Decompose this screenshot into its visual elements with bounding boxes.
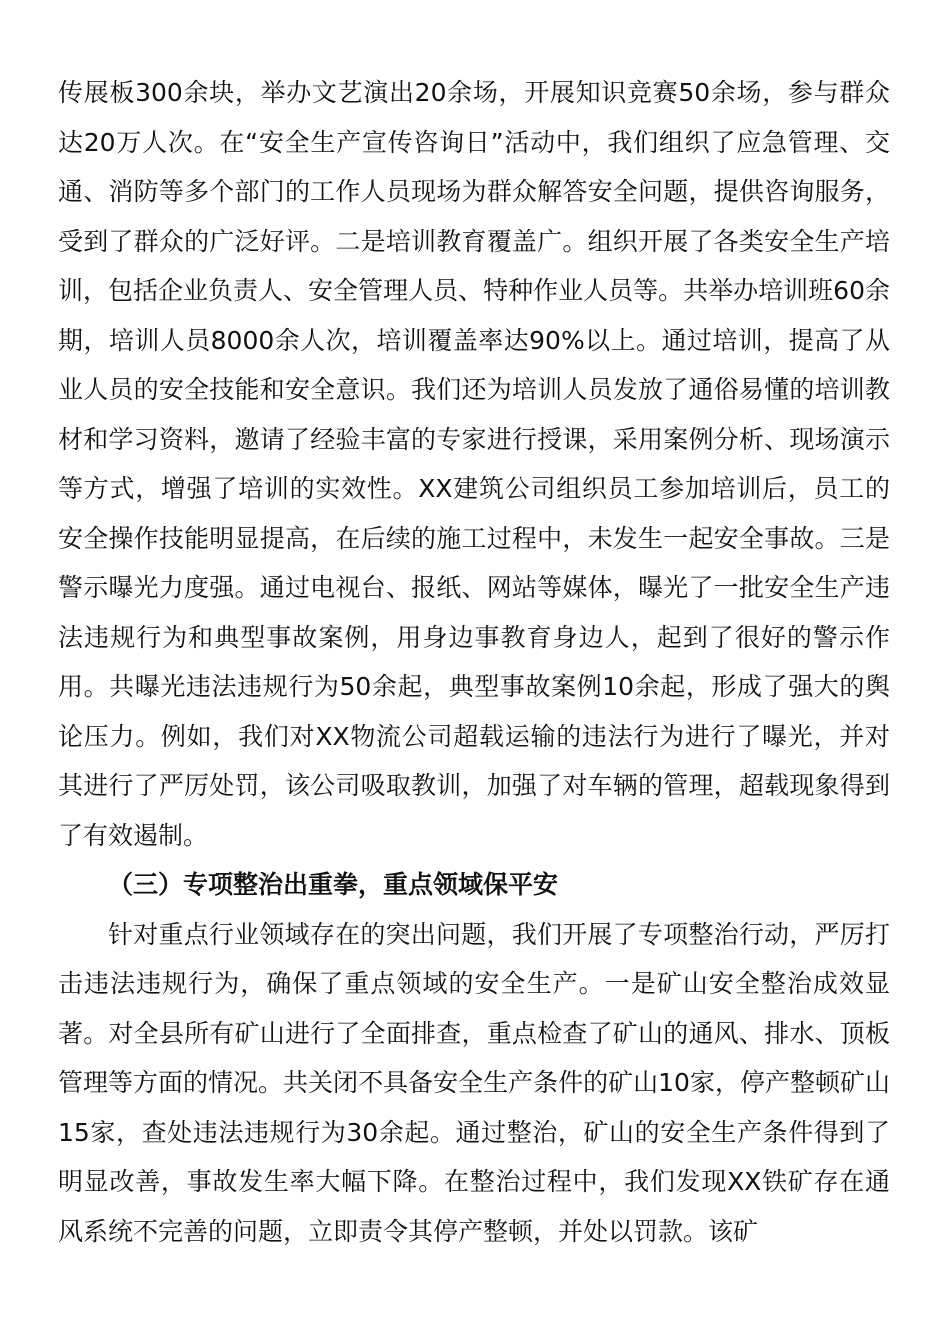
section-heading: （三）专项整治出重拳，重点领域保平安 (108, 870, 559, 899)
continued-paragraph: 传展板300余块，举办文艺演出20余场，开展知识竞赛50余场，参与群众达20万人次。在“安全生产宣传咨询日”活动中，我们组织了应急管理、交通、消防等多个部门的工作人员现场为群众解答安全问题，提供咨询服务，受到了群众的广泛好评。二是培训教育覆盖广。组织开展了各类安全生产培训，包括企业负责人、安全管理人员、特种作业人员等。共举办培训班60余期，培训人员8000余人次，培训覆盖率达90%以上。通过培训，提高了从业人员的安全技能和安全意识。我们还为培训人员发放了通俗易懂的培训教材和学习资料，邀请了经验丰富的专家进行授课，采用案例分析、现场演示等方式，增强了培训的实效性。XX建筑公司组织员工参加培训后，员工的安全操作技能明显提高，在后续的施工过程中，未发生一起安全事故。三是警示曝光力度强。通过电视台、报纸、网站等媒体，曝光了一批安全生产违法违规行为和典型事故案例，用身边事教育身边人，起到了很好的警示作用。共曝光违法违规行为50余起，典型事故案例10余起，形成了强大的舆论压力。例如，我们对XX物流公司超载运输的违法行为进行了曝光，并对其进行了严厉处罚，该公司吸取教训，加强了对车辆的管理，超载现象得到了有效遏制。 (58, 78, 890, 850)
body-paragraph: 针对重点行业领域存在的突出问题，我们开展了专项整治行动，严厉打击违法违规行为，确保了重点领域的安全生产。一是矿山安全整治成效显著。对全县所有矿山进行了全面排查，重点检查了矿山的通风、排水、顶板管理等方面的情况。共关闭不具备安全生产条件的矿山10家，停产整顿矿山15家，查处违法违规行为30余起。通过整治，矿山的安全生产条件得到了明显改善，事故发生率大幅下降。在整治过程中，我们发现XX铁矿存在通风系统不完善的问题，立即责令其停产整顿，并处以罚款。该矿 (58, 919, 890, 1246)
document-page (58, 68, 890, 1256)
